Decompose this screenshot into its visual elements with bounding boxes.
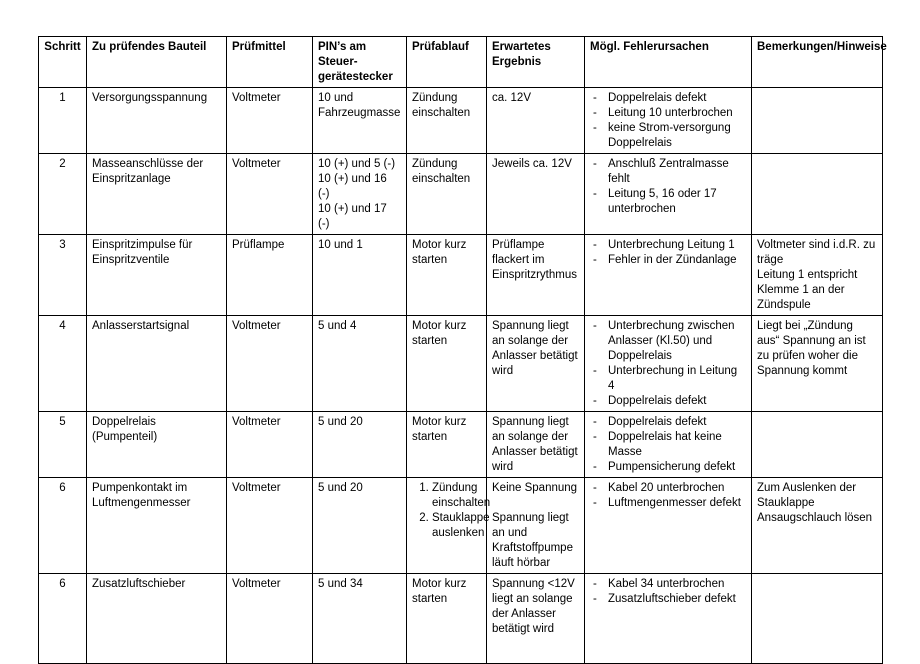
cell-ergebnis [487,478,585,574]
ergebnis-text: Spannung <12V liegt an solange der Anlasser betätigt wird [492,578,575,635]
cell-pruefmittel: Voltmeter [227,316,313,412]
cell-pins [313,88,407,154]
cell-ablauf: Motor kurz starten [407,574,487,664]
cell-pins [313,316,407,412]
pruefplan-table [38,36,887,664]
header-row [39,37,883,88]
cell-pins [313,478,407,574]
ergebnis-text: ca. 12V [492,92,531,104]
table-row [39,235,883,316]
fehler-item: - Doppelrelais hat keine Masse [590,430,746,460]
cell-ergebnis [487,574,585,664]
cell-ablauf [407,478,491,574]
cell-bemerkungen [752,412,883,478]
fehler-list [590,577,746,607]
fehler-list [590,91,746,151]
header-ergebnis: Erwartetes Ergebnis [487,37,585,88]
cell-ergebnis [487,154,585,235]
ergebnis-text: Spannung liegt an solange der Anlasser betätigt wird [492,416,578,473]
header-fehler: Mögl. Fehlerursachen [585,37,752,88]
pin-entry: 5 und 4 [318,320,357,332]
cell-bemerkungen [752,154,883,235]
cell-bauteil: Masseanschlüsse der Einspritzanlage [87,154,227,235]
cell-ergebnis [487,235,585,316]
bemerkung-text: Leitung 1 entspricht Klemme 1 an der Zündspule [757,269,858,311]
cell-ergebnis [487,316,585,412]
table-row [39,574,883,664]
cell-bauteil: Pumpenkontakt im Luftmengenmesser [87,478,227,574]
ablauf-step: 2. Stauklappe auslenken [432,511,481,541]
cell-pins [313,412,407,478]
cell-schritt: 4 [39,316,87,412]
cell-schritt: 6 [39,574,87,664]
cell-bemerkungen [752,88,883,154]
cell-schritt: 2 [39,154,87,235]
fehler-list [590,319,746,409]
table-row [39,316,883,412]
ablauf-steps [412,481,491,541]
header-schritt: Schritt [39,37,87,88]
cell-fehler [585,412,752,478]
pin-entry: 10 (+) und 5 (-) [318,158,396,170]
table-row [39,478,883,574]
cell-pruefmittel: Voltmeter [227,574,313,664]
fehler-list [590,238,746,268]
cell-schritt: 6 [39,478,87,574]
cell-schritt: 3 [39,235,87,316]
cell-bemerkungen [752,574,883,664]
header-ablauf: Prüfablauf [407,37,487,88]
table-row [39,88,883,154]
cell-schritt: 5 [39,412,87,478]
fehler-list [590,157,746,217]
cell-pruefmittel: Voltmeter [227,154,313,235]
cell-ablauf: Motor kurz starten [407,235,487,316]
fehler-list [590,481,746,511]
pin-entry: 5 und 20 [318,416,363,428]
cell-bemerkungen [752,235,883,316]
fehler-item: - Zusatzluftschieber defekt [590,592,746,607]
cell-bauteil: Versorgungsspannung [87,88,227,154]
cell-fehler [585,316,752,412]
fehler-item: - Anschluß Zentralmasse fehlt [590,157,746,187]
cell-fehler [585,235,752,316]
fehler-item: - Leitung 10 unterbrochen [590,106,746,121]
cell-bauteil: Doppelrelais (Pumpenteil) [87,412,227,478]
cell-pruefmittel: Voltmeter [227,478,313,574]
fehler-item: - Pumpensicherung defekt [590,460,746,475]
cell-schritt: 1 [39,88,87,154]
table-row [39,412,883,478]
fehler-item: - Kabel 34 unterbrochen [590,577,746,592]
fehler-item: - Doppelrelais defekt [590,394,746,409]
fehler-item: - Unterbrechung zwischen Anlasser (Kl.50) und Doppelrelais [590,319,746,364]
ergebnis-text: Spannung liegt an und Kraftstoffpumpe läuft hörbar [492,512,573,569]
pin-entry: 10 und 1 [318,239,363,251]
header-pruefmittel: Prüfmittel [227,37,313,88]
fehler-item: - Doppelrelais defekt [590,415,746,430]
fehler-item: - Unterbrechung in Leitung 4 [590,364,746,394]
pin-entry: 10 (+) und 17 (-) [318,203,387,230]
cell-pins [313,154,407,235]
pin-entry: 5 und 34 [318,578,363,590]
cell-pins [313,235,407,316]
cell-pruefmittel: Voltmeter [227,412,313,478]
cell-pruefmittel: Prüflampe [227,235,313,316]
cell-ablauf: Zündung einschalten [407,88,487,154]
pin-entry: 10 (+) und 16 (-) [318,173,387,200]
fehler-list [590,415,746,475]
fehler-item: - Leitung 5, 16 oder 17 unterbrochen [590,187,746,217]
bemerkung-text: Voltmeter sind i.d.R. zu träge [757,239,876,266]
cell-bauteil: Anlasserstartsignal [87,316,227,412]
header-pins: PIN’s am Steuer-gerätestecker [313,37,407,88]
header-bauteil: Zu prüfendes Bauteil [87,37,227,88]
ergebnis-text: Prüflampe flackert im Einspritzrythmus [492,239,577,281]
ergebnis-text: Keine Spannung [492,482,578,494]
ergebnis-text: Spannung liegt an solange der Anlasser betätigt wird [492,320,578,377]
cell-fehler [585,88,752,154]
cell-fehler [585,154,752,235]
cell-ablauf: Motor kurz starten [407,412,487,478]
cell-ergebnis [487,412,585,478]
cell-fehler [585,574,752,664]
cell-bemerkungen [752,478,883,574]
fehler-item: - Unterbrechung Leitung 1 [590,238,746,253]
bemerkung-text: Zum Auslenken der Stauklappe Ansaugschlauch lösen [757,482,873,524]
fehler-item: - Fehler in der Zündanlage [590,253,746,268]
ergebnis-text: Jeweils ca. 12V [492,158,572,170]
table-row [39,154,883,235]
cell-ablauf: Zündung einschalten [407,154,487,235]
cell-fehler [585,478,752,574]
cell-bauteil: Zusatzluftschieber [87,574,227,664]
cell-bauteil: Einspritzimpulse für Einspritzventile [87,235,227,316]
fehler-item: - Luftmengenmesser defekt [590,496,746,511]
cell-bemerkungen [752,316,883,412]
pin-entry: 5 und 20 [318,482,363,494]
header-bemerkungen: Bemerkungen/Hinweise [752,37,883,88]
fehler-item: - Doppelrelais defekt [590,91,746,106]
fehler-item: - keine Strom-versorgung Doppelrelais [590,121,746,151]
pin-entry: 10 und Fahrzeugmasse [318,92,401,119]
fehler-item: - Kabel 20 unterbrochen [590,481,746,496]
ablauf-step: 1. Zündung einschalten [432,481,481,511]
cell-ablauf: Motor kurz starten [407,316,487,412]
bemerkung-text: Liegt bei „Zündung aus“ Spannung an ist zu prüfen woher die Spannung kommt [757,320,866,377]
cell-ergebnis [487,88,585,154]
cell-pruefmittel: Voltmeter [227,88,313,154]
cell-pins [313,574,407,664]
